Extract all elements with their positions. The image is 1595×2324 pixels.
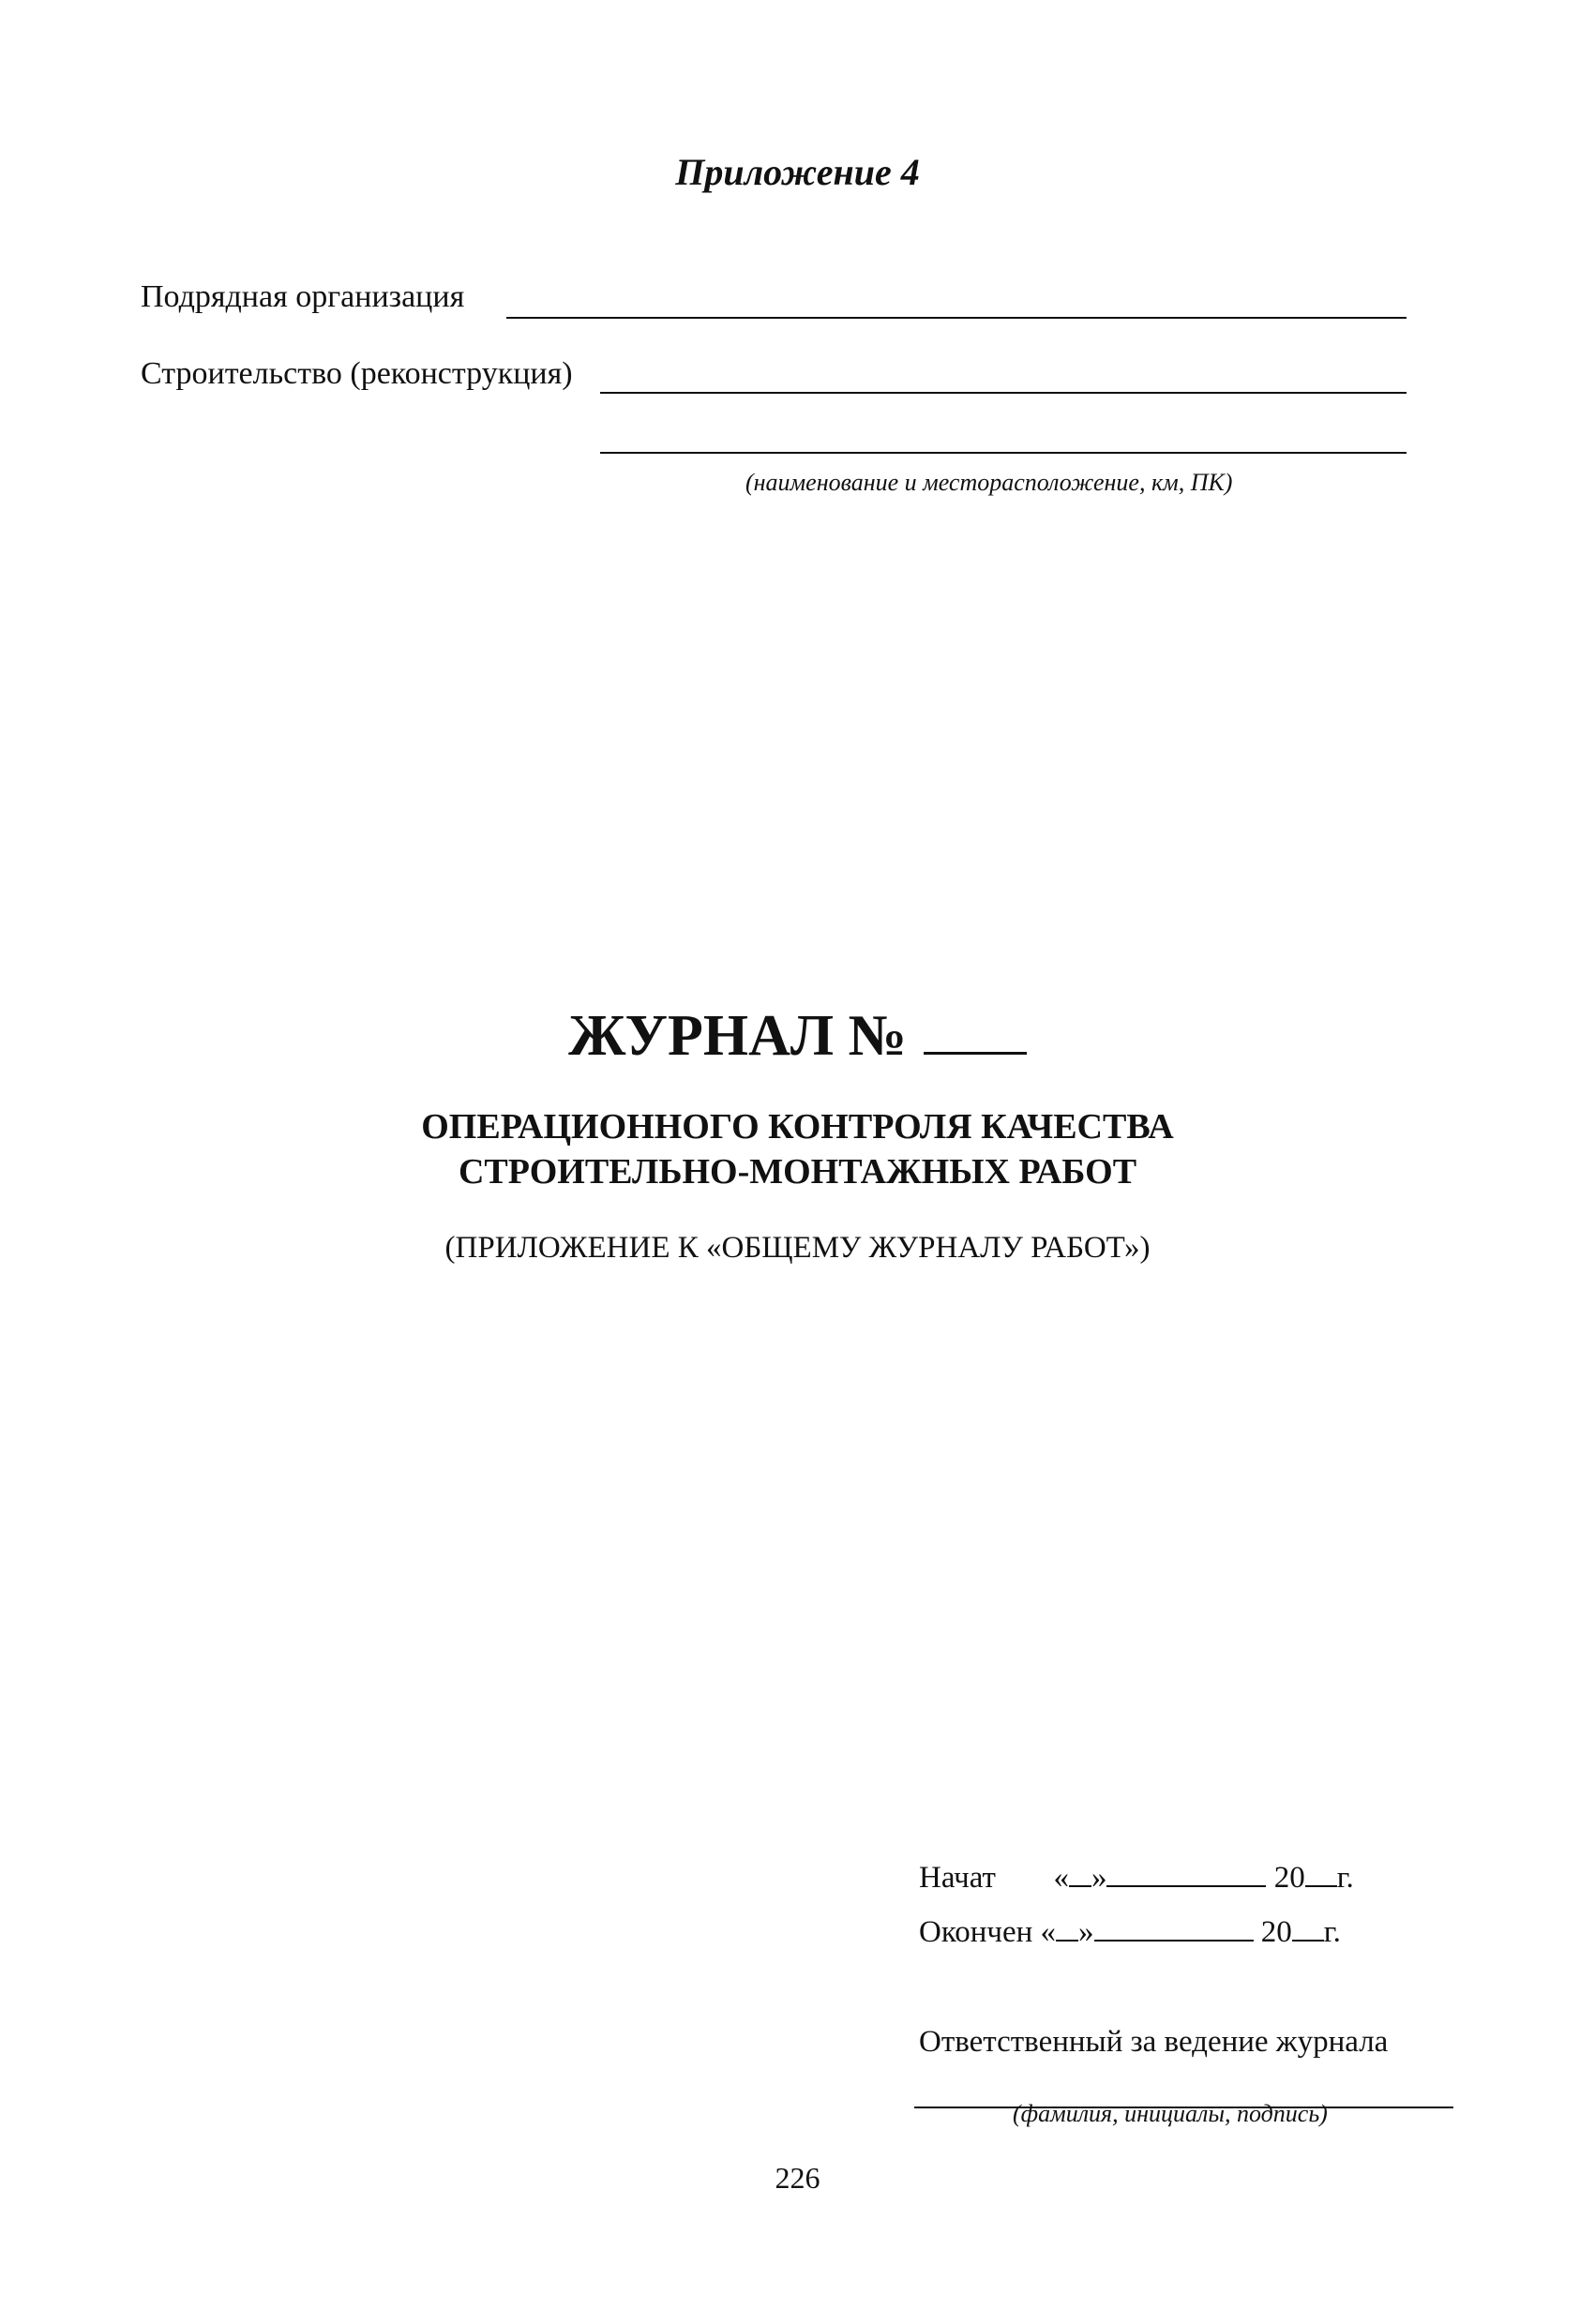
appendix-title bbox=[0, 150, 1595, 194]
finished-month-blank[interactable] bbox=[1094, 1915, 1254, 1942]
finished-year-blank[interactable] bbox=[1292, 1915, 1324, 1942]
finished-year-prefix: 20 bbox=[1260, 1915, 1292, 1949]
journal-note: (ПРИЛОЖЕНИЕ К «ОБЩЕМУ ЖУРНАЛУ РАБОТ») bbox=[444, 1231, 1151, 1265]
appendix-title-text: Приложение 4 bbox=[675, 151, 920, 193]
finished-date-row bbox=[919, 1915, 1341, 1950]
journal-heading bbox=[0, 1003, 1595, 1070]
journal-subtitle-line2: СТРОИТЕЛЬНО-МОНТАЖНЫХ РАБОТ bbox=[458, 1152, 1137, 1192]
started-day-blank[interactable] bbox=[1069, 1861, 1091, 1887]
page-number: 226 bbox=[775, 2161, 820, 2195]
started-label: Начат bbox=[919, 1861, 996, 1895]
finished-close-quote: » bbox=[1078, 1915, 1094, 1949]
construction-label: Строительство (реконструкция) bbox=[141, 356, 573, 391]
finished-label: Окончен bbox=[919, 1915, 1033, 1949]
construction-fill-line[interactable] bbox=[600, 392, 1407, 394]
construction-fill-line-2[interactable] bbox=[600, 452, 1407, 454]
started-year-blank[interactable] bbox=[1305, 1861, 1337, 1887]
started-date-row bbox=[919, 1861, 1354, 1896]
journal-heading-text: ЖУРНАЛ № bbox=[568, 1004, 907, 1068]
location-caption: (наименование и месторасположение, км, ПК) bbox=[745, 469, 1233, 496]
contractor-fill-line[interactable] bbox=[506, 317, 1407, 319]
contractor-label: Подрядная организация bbox=[141, 279, 465, 314]
finished-day-blank[interactable] bbox=[1056, 1915, 1078, 1942]
finished-year-suffix: г. bbox=[1323, 1915, 1341, 1949]
responsible-caption: (фамилия, инициалы, подпись) bbox=[1013, 2100, 1328, 2127]
started-month-blank[interactable] bbox=[1106, 1861, 1266, 1887]
responsible-label: Ответственный за ведение журнала bbox=[919, 2025, 1389, 2059]
journal-subtitle-line1: ОПЕРАЦИОННОГО КОНТРОЛЯ КАЧЕСТВА bbox=[421, 1107, 1174, 1147]
started-close-quote: » bbox=[1091, 1861, 1107, 1895]
started-year-prefix: 20 bbox=[1273, 1861, 1305, 1895]
finished-open-quote: « bbox=[1040, 1915, 1057, 1949]
journal-number-blank[interactable] bbox=[924, 1003, 1027, 1055]
started-year-suffix: г. bbox=[1336, 1861, 1354, 1895]
started-open-quote: « bbox=[1053, 1861, 1069, 1895]
